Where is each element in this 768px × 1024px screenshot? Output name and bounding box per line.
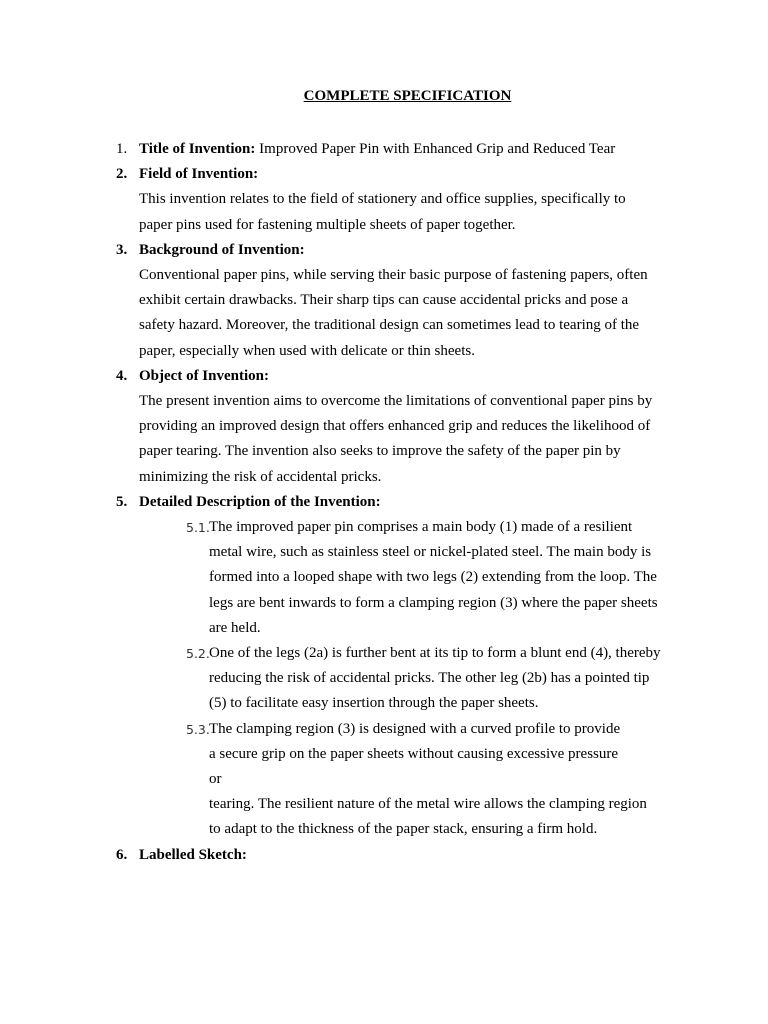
section-field-of-invention	[116, 162, 676, 238]
section-heading	[116, 162, 676, 187]
subsection-5-2	[186, 641, 676, 717]
subsection-line: a secure grip on the paper sheets without causing excessive pressure	[209, 745, 619, 762]
section-body	[116, 187, 676, 237]
section-heading	[116, 137, 676, 162]
subsection-number: 5.1.	[186, 520, 210, 536]
section-inline-text: Improved Paper Pin with Enhanced Grip and Reduced Tear	[255, 141, 616, 157]
body-line: The present invention aims to overcome the limitations of conventional paper pins by	[139, 393, 653, 410]
subsection-line: The improved paper pin comprises a main body (1) made of a resilient	[209, 519, 633, 536]
section-heading	[116, 364, 676, 389]
subsection-line: formed into a looped shape with two legs (2) extending from the loop. The	[209, 569, 657, 586]
section-heading-text: Object of Invention:	[139, 367, 269, 384]
subsection-line: metal wire, such as stainless steel or nickel-plated steel. The main body is	[209, 544, 652, 561]
section-title-of-invention	[116, 137, 676, 162]
section-object-of-invention	[116, 364, 676, 490]
section-number: 3.	[116, 241, 128, 258]
subsection-line: One of the legs (2a) is further bent at its tip to form a blunt end (4), thereby	[209, 645, 661, 662]
body-line: paper pins used for fastening multiple sheets of paper together.	[139, 216, 516, 233]
body-line: minimizing the risk of accidental pricks.	[139, 468, 382, 485]
body-line: paper tearing. The invention also seeks to improve the safety of the paper pin by	[139, 443, 621, 460]
section-heading	[116, 843, 676, 868]
subsection-number: 5.2.	[186, 646, 210, 662]
section-number: 5.	[116, 493, 128, 510]
subsection-5-1	[186, 515, 676, 641]
document-title: COMPLETE SPECIFICATION	[303, 88, 512, 104]
section-body	[116, 263, 676, 364]
section-body	[116, 389, 676, 490]
subsection-line: reducing the risk of accidental pricks. The other leg (2b) has a pointed tip	[209, 670, 650, 687]
section-number: 6.	[116, 846, 128, 863]
section-heading-text: Title of Invention:	[139, 141, 256, 157]
section-heading-text: Background of Invention:	[139, 241, 305, 258]
section-number: 1.	[116, 141, 128, 157]
section-heading	[116, 238, 676, 263]
section-heading-text: Labelled Sketch:	[139, 846, 247, 863]
section-detailed-description	[116, 490, 676, 843]
body-line: safety hazard. Moreover, the traditional design can sometimes lead to tearing of the	[139, 317, 640, 334]
section-heading-text: Detailed Description of the Invention:	[139, 493, 381, 510]
body-line: exhibit certain drawbacks. Their sharp tips can cause accidental pricks and pose a	[139, 292, 629, 309]
body-line: Conventional paper pins, while serving their basic purpose of fastening papers, often	[139, 267, 648, 284]
subsection-line: legs are bent inwards to form a clamping region (3) where the paper sheets	[209, 594, 658, 611]
section-number: 2.	[116, 166, 128, 183]
subsection-line: are held.	[209, 619, 261, 636]
sections-list	[116, 137, 676, 868]
section-heading-text: Field of Invention:	[139, 166, 259, 183]
subsection-number: 5.3.	[186, 721, 210, 737]
section-labelled-sketch	[116, 843, 676, 868]
section-number: 4.	[116, 367, 128, 384]
subsection-5-3	[186, 717, 676, 843]
subsection-line: tearing. The resilient nature of the metal wire allows the clamping region	[209, 796, 647, 813]
section-heading	[116, 490, 676, 515]
body-line: providing an improved design that offers enhanced grip and reduces the likelihood of	[139, 418, 651, 435]
subsection-line: (5) to facilitate easy insertion through the paper sheets.	[209, 695, 539, 712]
subsection-line: The clamping region (3) is designed with a curved profile to provide	[209, 720, 621, 737]
section-background-of-invention	[116, 238, 676, 364]
body-line: This invention relates to the field of stationery and office supplies, specifically to	[139, 191, 626, 208]
body-line: paper, especially when used with delicate or thin sheets.	[139, 342, 475, 359]
subsection-line: to adapt to the thickness of the paper stack, ensuring a firm hold.	[209, 821, 598, 838]
subsections-list	[116, 515, 676, 843]
subsection-line: or	[209, 771, 222, 788]
